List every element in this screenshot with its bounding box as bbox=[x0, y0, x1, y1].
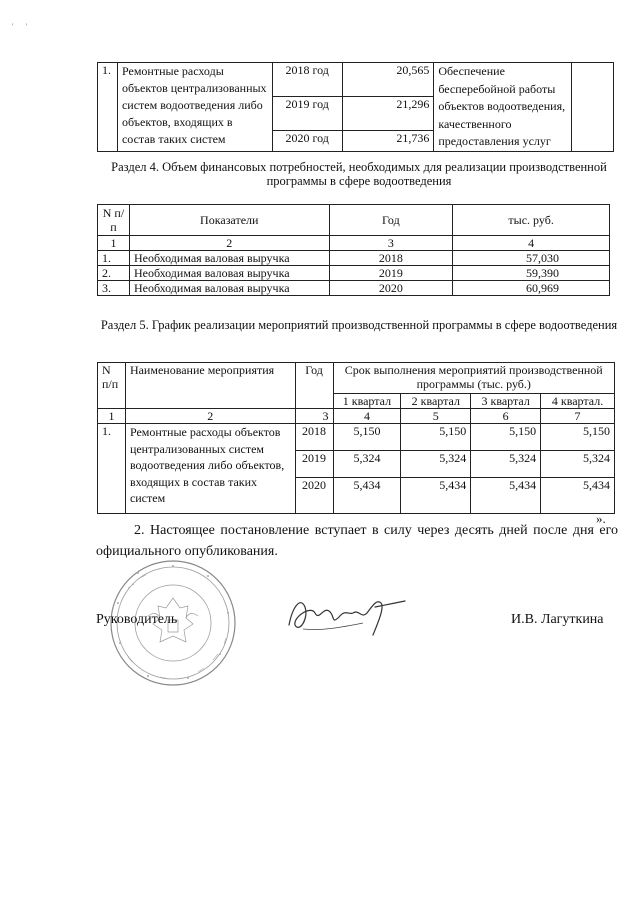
header-q2: 2 квартал bbox=[401, 394, 471, 409]
q2-cell: 5,324 bbox=[401, 451, 471, 478]
q2-cell: 5,150 bbox=[401, 424, 471, 451]
colnum: 1 bbox=[98, 409, 126, 424]
colnum: 2 bbox=[129, 236, 329, 251]
year-cell: 2019 bbox=[295, 451, 333, 478]
signature-icon bbox=[283, 585, 413, 645]
year-cell: 2020 год bbox=[272, 131, 342, 151]
row-number: 1. bbox=[98, 251, 130, 266]
header-year: Год bbox=[329, 205, 453, 236]
q1-cell: 5,150 bbox=[333, 424, 401, 451]
year-cell: 2020 bbox=[329, 281, 453, 296]
year-cell: 2018 год bbox=[272, 63, 342, 97]
colnum: 4 bbox=[453, 236, 610, 251]
colnum: 7 bbox=[541, 409, 615, 424]
q2-cell: 5,434 bbox=[401, 478, 471, 514]
header-term: Срок выполнения мероприятий производственной программы (тыс. руб.) bbox=[333, 363, 615, 394]
q3-cell: 5,434 bbox=[471, 478, 541, 514]
value-cell: 20,565 bbox=[342, 63, 434, 97]
header-q1: 1 квартал bbox=[333, 394, 401, 409]
value-cell: 21,736 bbox=[342, 131, 434, 151]
row-number: 1. bbox=[98, 63, 118, 152]
schedule-table bbox=[97, 362, 615, 514]
header-year: Год bbox=[295, 363, 333, 409]
row-number: 1. bbox=[98, 424, 126, 514]
indicator-name: Необходимая валовая выручка bbox=[129, 266, 329, 281]
signature-name: И.В. Лагуткина bbox=[511, 612, 604, 627]
indicator-name: Необходимая валовая выручка bbox=[129, 251, 329, 266]
indicator-name: Необходимая валовая выручка bbox=[129, 281, 329, 296]
q1-cell: 5,434 bbox=[333, 478, 401, 514]
measure-name: Ремонтные расходы объектов централизованных систем водоотведения либо объектов, входящих в состав таких систем bbox=[125, 424, 295, 514]
header-n: N п/п bbox=[98, 363, 126, 409]
header-q3: 3 квартал bbox=[471, 394, 541, 409]
colnum: 5 bbox=[401, 409, 471, 424]
value-cell: 59,390 bbox=[453, 266, 610, 281]
q3-cell: 5,150 bbox=[471, 424, 541, 451]
colnum: 1 bbox=[98, 236, 130, 251]
section4-heading: Раздел 4. Объем финансовых потребностей, необходимых для реализации производственной программы в сфере водоотведения bbox=[111, 160, 607, 188]
row-number: 3. bbox=[98, 281, 130, 296]
q3-cell: 5,324 bbox=[471, 451, 541, 478]
empty-cell bbox=[572, 63, 614, 152]
paragraph-text: 2. Настоящее постановление вступает в силу через десять дней после дня его официального опубликования. bbox=[96, 523, 618, 559]
colnum: 3 bbox=[329, 236, 453, 251]
q4-cell: 5,150 bbox=[541, 424, 615, 451]
section5-heading: Раздел 5. График реализации мероприятий производственной программы в сфере водоотведения bbox=[100, 318, 618, 332]
colnum: 4 bbox=[333, 409, 401, 424]
q4-cell: 5,324 bbox=[541, 451, 615, 478]
header-n: N п/п bbox=[98, 205, 130, 236]
year-cell: 2020 bbox=[295, 478, 333, 514]
value-cell: 57,030 bbox=[453, 251, 610, 266]
year-cell: 2018 bbox=[295, 424, 333, 451]
header-thousand-rub: тыс. руб. bbox=[453, 205, 610, 236]
year-cell: 2019 год bbox=[272, 97, 342, 131]
signature-title: Руководитель bbox=[96, 612, 178, 627]
closing-mark: ». bbox=[596, 511, 606, 526]
colnum: 3 bbox=[295, 409, 333, 424]
repair-costs-table bbox=[97, 62, 614, 152]
header-indicators: Показатели bbox=[129, 205, 329, 236]
value-cell: 60,969 bbox=[453, 281, 610, 296]
measure-name: Ремонтные расходы объектов централизованных систем водоотведения либо объектов, входящих в состав таких систем bbox=[117, 63, 272, 152]
header-measure-name: Наименование мероприятия bbox=[125, 363, 295, 409]
q4-cell: 5,434 bbox=[541, 478, 615, 514]
colnum: 2 bbox=[125, 409, 295, 424]
financial-needs-table bbox=[97, 204, 610, 296]
row-number: 2. bbox=[98, 266, 130, 281]
year-cell: 2019 bbox=[329, 266, 453, 281]
colnum: 6 bbox=[471, 409, 541, 424]
q1-cell: 5,324 bbox=[333, 451, 401, 478]
value-cell: 21,296 bbox=[342, 97, 434, 131]
header-q4: 4 квартал. bbox=[541, 394, 615, 409]
goal-cell: Обеспечение бесперебойной работы объектов водоотведения, качественного предоставления услуг bbox=[434, 63, 572, 152]
effective-date-paragraph bbox=[96, 520, 618, 562]
year-cell: 2018 bbox=[329, 251, 453, 266]
scan-mark: ' ' bbox=[12, 22, 27, 31]
